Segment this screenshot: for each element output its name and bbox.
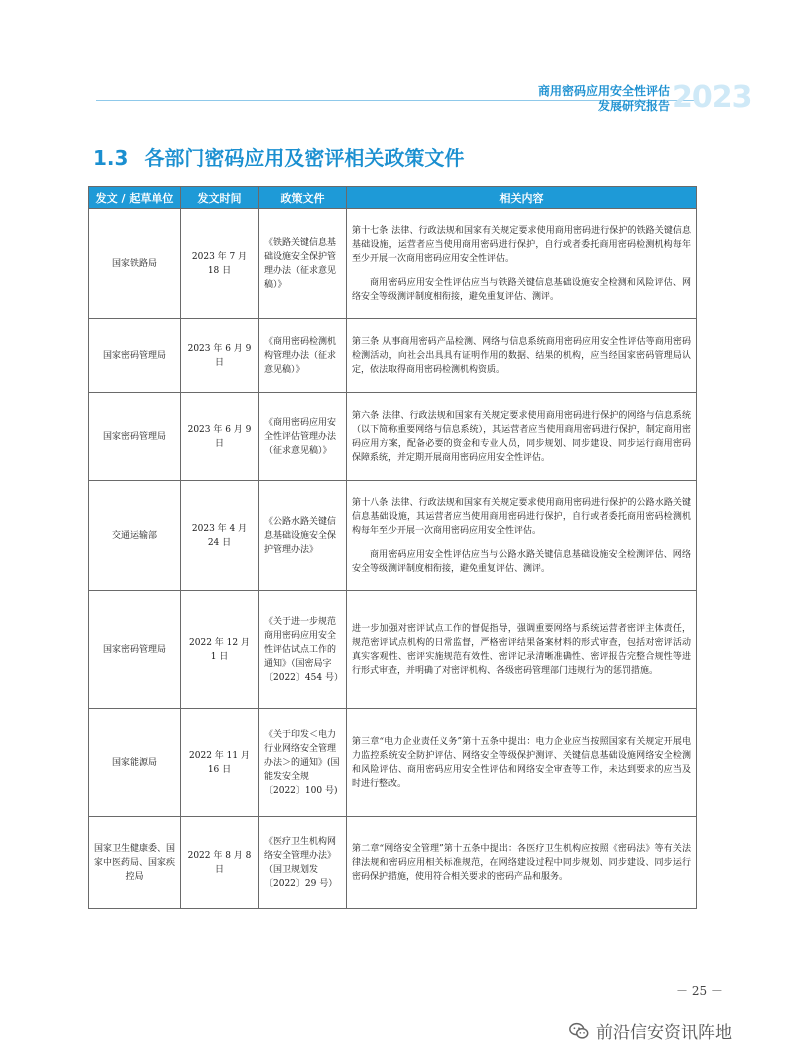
cell-doc: 《关于印发＜电力行业网络安全管理办法＞的通知》(国能发安全规〔2022〕100 号): [259, 709, 347, 817]
content-paragraph: 商用密码应用安全性评估应当与铁路关键信息基础设施安全检测和风险评估、网络安全等级测评制度相衔接，避免重复评估、测评。: [352, 277, 691, 302]
cell-doc: 《商用密码检测机构管理办法（征求意见稿）》: [259, 319, 347, 393]
table-row: [89, 591, 697, 709]
policy-table: [88, 186, 697, 909]
report-title: [520, 84, 670, 114]
content-paragraph: 商用密码应用安全性评估应当与公路水路关键信息基础设施安全检测评估、网络安全等级测评制度相衔接，避免重复评估、测评。: [352, 549, 691, 574]
section-number: 1.3: [93, 146, 129, 170]
cell-content: [347, 709, 697, 817]
cell-doc: 《医疗卫生机构网络安全管理办法》（国卫规划发〔2022〕29 号）: [259, 817, 347, 909]
watermark-text: 前沿信安资讯阵地: [596, 1023, 732, 1043]
cell-unit: 国家铁路局: [89, 209, 181, 319]
content-paragraph: 第三条 从事商用密码产品检测、网络与信息系统商用密码应用安全性评估等商用密码检测活动，向社会出具具有证明作用的数据、结果的机构，应当经国家密码管理局认定，依法取得商用密码检测机构资质。: [352, 336, 691, 375]
cell-content: [347, 591, 697, 709]
content-paragraph: 第十七条 法律、行政法规和国家有关规定要求使用商用密码进行保护的铁路关键信息基础设施，运营者应当使用商用密码进行保护，自行或者委托商用密码检测机构每年至少开展一次商用密码应用安全性评估。: [352, 225, 691, 264]
content-paragraph: 第六条 法律、行政法规和国家有关规定要求使用商用密码进行保护的网络与信息系统（以下简称重要网络与信息系统），其运营者应当使用商用密码进行保护，制定商用密码应用方案，配备必要的资金和专业人员，同步规划、同步建设、同步运行商用密码保障系统，并定期开展商用密码应用安全性评估。: [352, 410, 691, 463]
cell-unit: 交通运输部: [89, 481, 181, 591]
cell-unit: 国家密码管理局: [89, 319, 181, 393]
table-row: [89, 393, 697, 481]
wechat-icon: [568, 1020, 590, 1042]
cell-unit: 国家密码管理局: [89, 591, 181, 709]
section-heading: [93, 142, 464, 171]
cell-content: [347, 393, 697, 481]
content-paragraph: 进一步加强对密评试点工作的督促指导，强调重要网络与系统运营者密评主体责任，规范密评试点机构的日常监督，严格密评结果备案材料的形式审查，包括对密评活动真实客观性、密评实施规范有效性、密评记录清晰准确性、密评报告完整合规性等进行形式审查，并明确了对密评机构、各级密码管理部门违规行为的惩罚措施。: [352, 623, 691, 676]
table-row: [89, 817, 697, 909]
col-header-date: 发文时间: [181, 187, 259, 209]
cell-doc: 《公路水路关键信息基础设施安全保护管理办法》: [259, 481, 347, 591]
section-title-text: 各部门密码应用及密评相关政策文件: [144, 146, 465, 170]
table-row: [89, 709, 697, 817]
cell-content: [347, 319, 697, 393]
cell-date: 2022 年 8 月 8 日: [181, 817, 259, 909]
col-header-unit: 发文 / 起草单位: [89, 187, 181, 209]
cell-date: 2022 年 12 月 1 日: [181, 591, 259, 709]
cell-unit: 国家能源局: [89, 709, 181, 817]
cell-unit: 国家密码管理局: [89, 393, 181, 481]
cell-doc: 《铁路关键信息基础设施安全保护管理办法（征求意见稿）》: [259, 209, 347, 319]
cell-date: 2023 年 4 月 24 日: [181, 481, 259, 591]
content-paragraph: 第二章“网络安全管理”第十五条中提出：各医疗卫生机构应按照《密码法》等有关法律法规和密码应用相关标准规范，在网络建设过程中同步规划、同步建设、同步运行密码保护措施，使用符合相关要求的密码产品和服务。: [352, 843, 691, 882]
cell-unit: 国家卫生健康委、国家中医药局、国家疾控局: [89, 817, 181, 909]
content-paragraph: 第三章“电力企业责任义务”第十五条中提出：电力企业应当按照国家有关规定开展电力监控系统安全防护评估、网络安全等级保护测评、关键信息基础设施网络安全检测和风险评估、商用密码应用安全性评估和网络安全审查等工作，未达到要求的应当及时进行整改。: [352, 736, 691, 789]
cell-doc: 《关于进一步规范商用密码应用安全性评估试点工作的通知》（国密局字〔2022〕454 号）: [259, 591, 347, 709]
cell-date: 2023 年 7 月 18 日: [181, 209, 259, 319]
report-year: 2023: [672, 80, 752, 115]
cell-content: [347, 209, 697, 319]
table-row: [89, 319, 697, 393]
cell-date: 2023 年 6 月 9 日: [181, 393, 259, 481]
cell-content: [347, 817, 697, 909]
report-title-line1: 商用密码应用安全性评估: [537, 84, 670, 98]
content-paragraph: 第十八条 法律、行政法规和国家有关规定要求使用商用密码进行保护的公路水路关键信息基础设施，其运营者应当使用商用密码进行保护，自行或者委托商用密码检测机构每年至少开展一次商用密码应用安全性评估。: [352, 497, 691, 536]
cell-content: [347, 481, 697, 591]
report-title-line2: 发展研究报告: [597, 99, 670, 113]
cell-date: 2022 年 11 月 16 日: [181, 709, 259, 817]
col-header-content: 相关内容: [347, 187, 697, 209]
table-header-row: [89, 187, 697, 209]
col-header-doc: 政策文件: [259, 187, 347, 209]
cell-date: 2023 年 6 月 9 日: [181, 319, 259, 393]
cell-doc: 《商用密码应用安全性评估管理办法（征求意见稿）》: [259, 393, 347, 481]
watermark: [568, 1018, 732, 1043]
page-number: － 25 －: [676, 984, 723, 998]
table-row: [89, 481, 697, 591]
table-row: [89, 209, 697, 319]
